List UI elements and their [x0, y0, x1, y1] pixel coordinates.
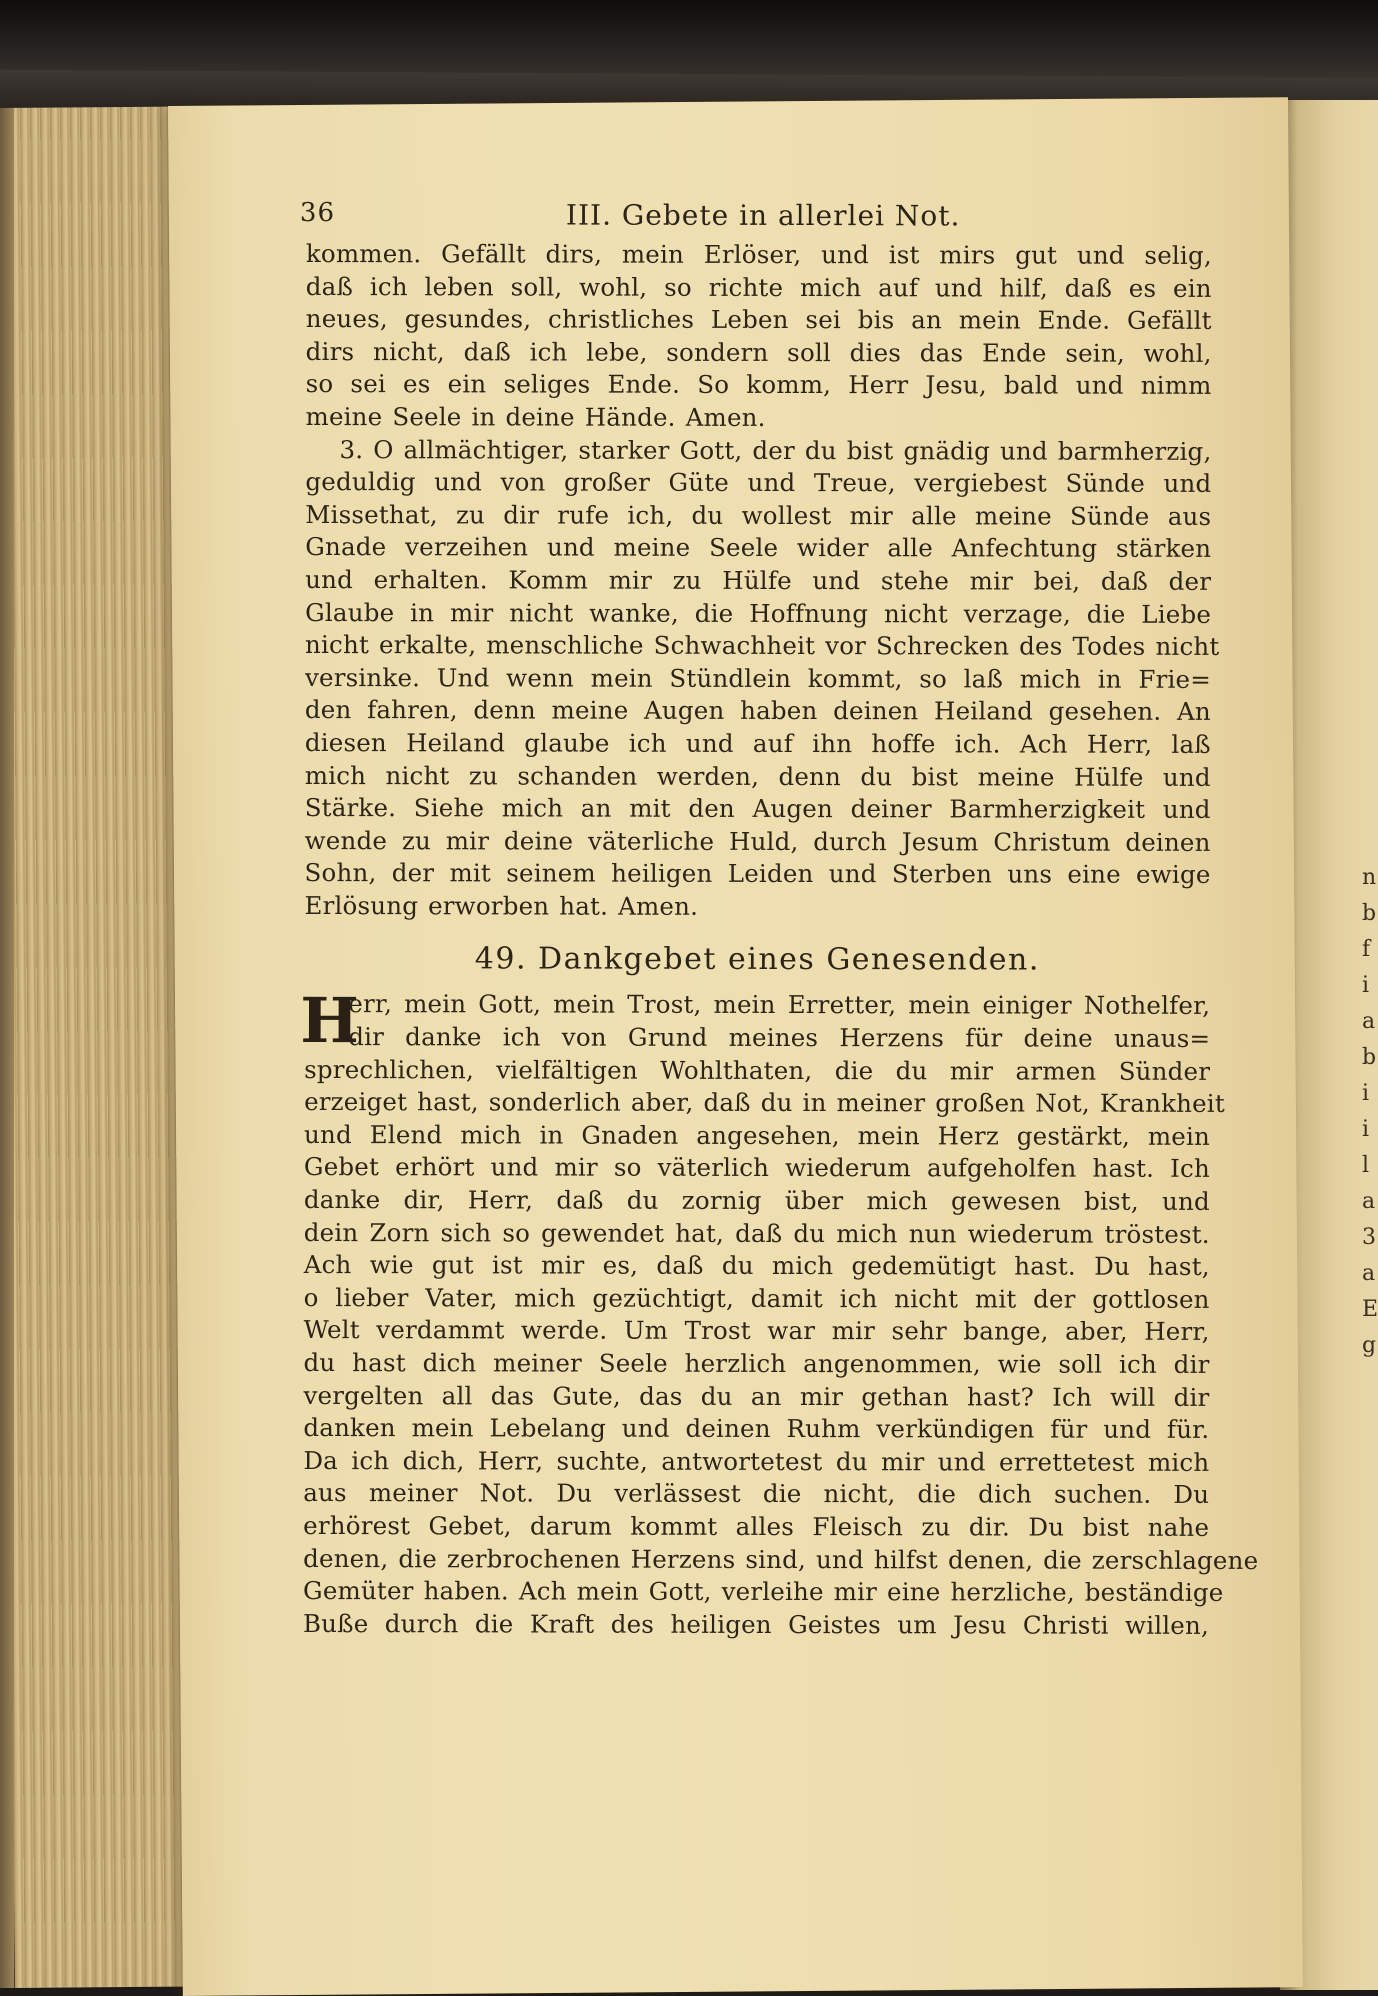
- prayer-48-continuation: [305, 238, 1211, 435]
- text-line: meine Seele in deine Hände. Amen.: [305, 401, 766, 432]
- text-line: 3. O allmächtiger, starker Gott, der du bist gnädig und barmherzig,: [339, 434, 1212, 466]
- text-line: dir danke ich von Grund meines Herzens für deine unaus=: [348, 1022, 1211, 1053]
- text-line: Buße durch die Kraft des heiligen Geistes um Jesu Christi willen,: [302, 1608, 1210, 1640]
- text-line: dein Zorn sich so gewendet hat, daß du mich nun wiederum tröstest.: [303, 1217, 1210, 1249]
- text-line: sprechlichen, vielfältigen Wohlthaten, die du mir armen Sünder: [304, 1054, 1211, 1086]
- text-line: so sei es ein seliges Ende. So komm, Herr Jesu, bald und nimm: [305, 369, 1212, 401]
- text-line: Ach wie gut ist mir es, daß du mich gedemütigt hast. Du hast,: [303, 1250, 1210, 1282]
- text-line: du hast dich meiner Seele herzlich angenommen, wie soll ich dir: [303, 1347, 1210, 1379]
- text-line: Welt verdammt werde. Um Trost war mir sehr bange, aber, Herr,: [303, 1315, 1210, 1347]
- text-line: danke dir, Herr, daß du zornig über mich gewesen bist, und: [303, 1185, 1210, 1216]
- text-line: Erlösung erworben hat. Amen.: [304, 890, 699, 921]
- text-line: mich nicht zu schanden werden, denn du bist meine Hülfe und: [304, 760, 1211, 792]
- text-line: geduldig und von großer Güte und Treue, vergiebest Sünde und: [305, 467, 1212, 499]
- text-line: Gebet erhört und mir so väterlich wiederum aufgeholfen hast. Ich: [303, 1152, 1210, 1184]
- running-title: III. Gebete in allerlei Not.: [565, 198, 961, 233]
- page-number: 36: [299, 197, 336, 229]
- text-line: danken mein Lebelang und deinen Ruhm verkündigen für und für.: [303, 1413, 1210, 1445]
- text-line: err, mein Gott, mein Trost, mein Erretter, mein einiger Nothelfer,: [348, 989, 1211, 1021]
- text-line: dirs nicht, daß ich lebe, sondern soll dies das Ende sein, wohl,: [305, 336, 1212, 368]
- text-line: den fahren, denn meine Augen haben deinen Heiland gesehen. An: [304, 695, 1211, 727]
- facing-page-fragments: n b f i a b i i l a 3 a E g: [1362, 865, 1378, 1358]
- text-line: versinke. Und wenn mein Stündlein kommt, so laß mich in Frie=: [304, 662, 1212, 694]
- prayer-48-paragraph-3: [304, 434, 1220, 925]
- text-line: kommen. Gefällt dirs, mein Erlöser, und ist mirs gut und selig,: [305, 238, 1212, 270]
- text-line: wende zu mir deine väterliche Huld, durch Jesum Christum deinen: [304, 825, 1211, 857]
- section-title: 49. Dankgebet eines Genesenden.: [474, 941, 1040, 979]
- drop-cap: H: [300, 984, 359, 1058]
- text-line: vergelten all das Gute, das du an mir gethan hast? Ich will dir: [303, 1380, 1210, 1412]
- text-line: Gnade verzeihen und meine Seele wider alle Anfechtung stärken: [305, 532, 1212, 564]
- text-line: Glaube in mir nicht wanke, die Hoffnung nicht verzage, die Liebe: [305, 597, 1212, 629]
- text-line: Missethat, zu dir rufe ich, du wollest mir alle meine Sünde aus: [305, 499, 1212, 531]
- text-line: Da ich dich, Herr, suchte, antwortetest du mir und errettetest mich: [303, 1445, 1210, 1477]
- text-line: daß ich leben soll, wohl, so richte mich auf und hilf, daß es ein: [305, 271, 1212, 303]
- text-line: nicht erkalte, menschliche Schwachheit vor Schrecken des Todes nicht: [305, 630, 1220, 662]
- text-line: und Elend mich in Gnaden angesehen, mein Herz gestärkt, mein: [303, 1119, 1211, 1151]
- book-cover-top: [0, 0, 1378, 80]
- text-line: Stärke. Siehe mich an mit den Augen deiner Barmherzigkeit und: [304, 793, 1211, 824]
- text-line: Sohn, der mit seinem heiligen Leiden und Sterben uns eine ewige: [304, 858, 1211, 890]
- text-line: o lieber Vater, mich gezüchtigt, damit ich nicht mit der gottlosen: [303, 1282, 1210, 1314]
- text-line: aus meiner Not. Du verlässest die nicht, die dich suchen. Du: [303, 1478, 1210, 1510]
- text-line: denen, die zerbrochenen Herzens sind, und hilfst denen, die zerschlagene: [303, 1543, 1259, 1575]
- text-line: diesen Heiland glaube ich und auf ihn hoffe ich. Ach Herr, laß: [304, 727, 1211, 759]
- prayer-49-body: [300, 984, 1259, 1642]
- page-text-block: [299, 190, 1259, 1642]
- text-line: neues, gesundes, christliches Leben sei bis an mein Ende. Gefällt: [305, 304, 1212, 336]
- text-line: und erhalten. Komm mir zu Hülfe und stehe mir bei, daß der: [305, 564, 1212, 596]
- page-header: [299, 190, 1212, 240]
- text-line: erhörest Gebet, darum kommt alles Fleisch zu dir. Du bist nahe: [303, 1510, 1210, 1542]
- text-line: erzeiget hast, sonderlich aber, daß du in meiner großen Not, Krankheit: [304, 1087, 1225, 1119]
- text-line: Gemüter haben. Ach mein Gott, verleihe mir eine herzliche, beständige: [303, 1576, 1224, 1608]
- page-edges-shadow: [0, 108, 14, 1988]
